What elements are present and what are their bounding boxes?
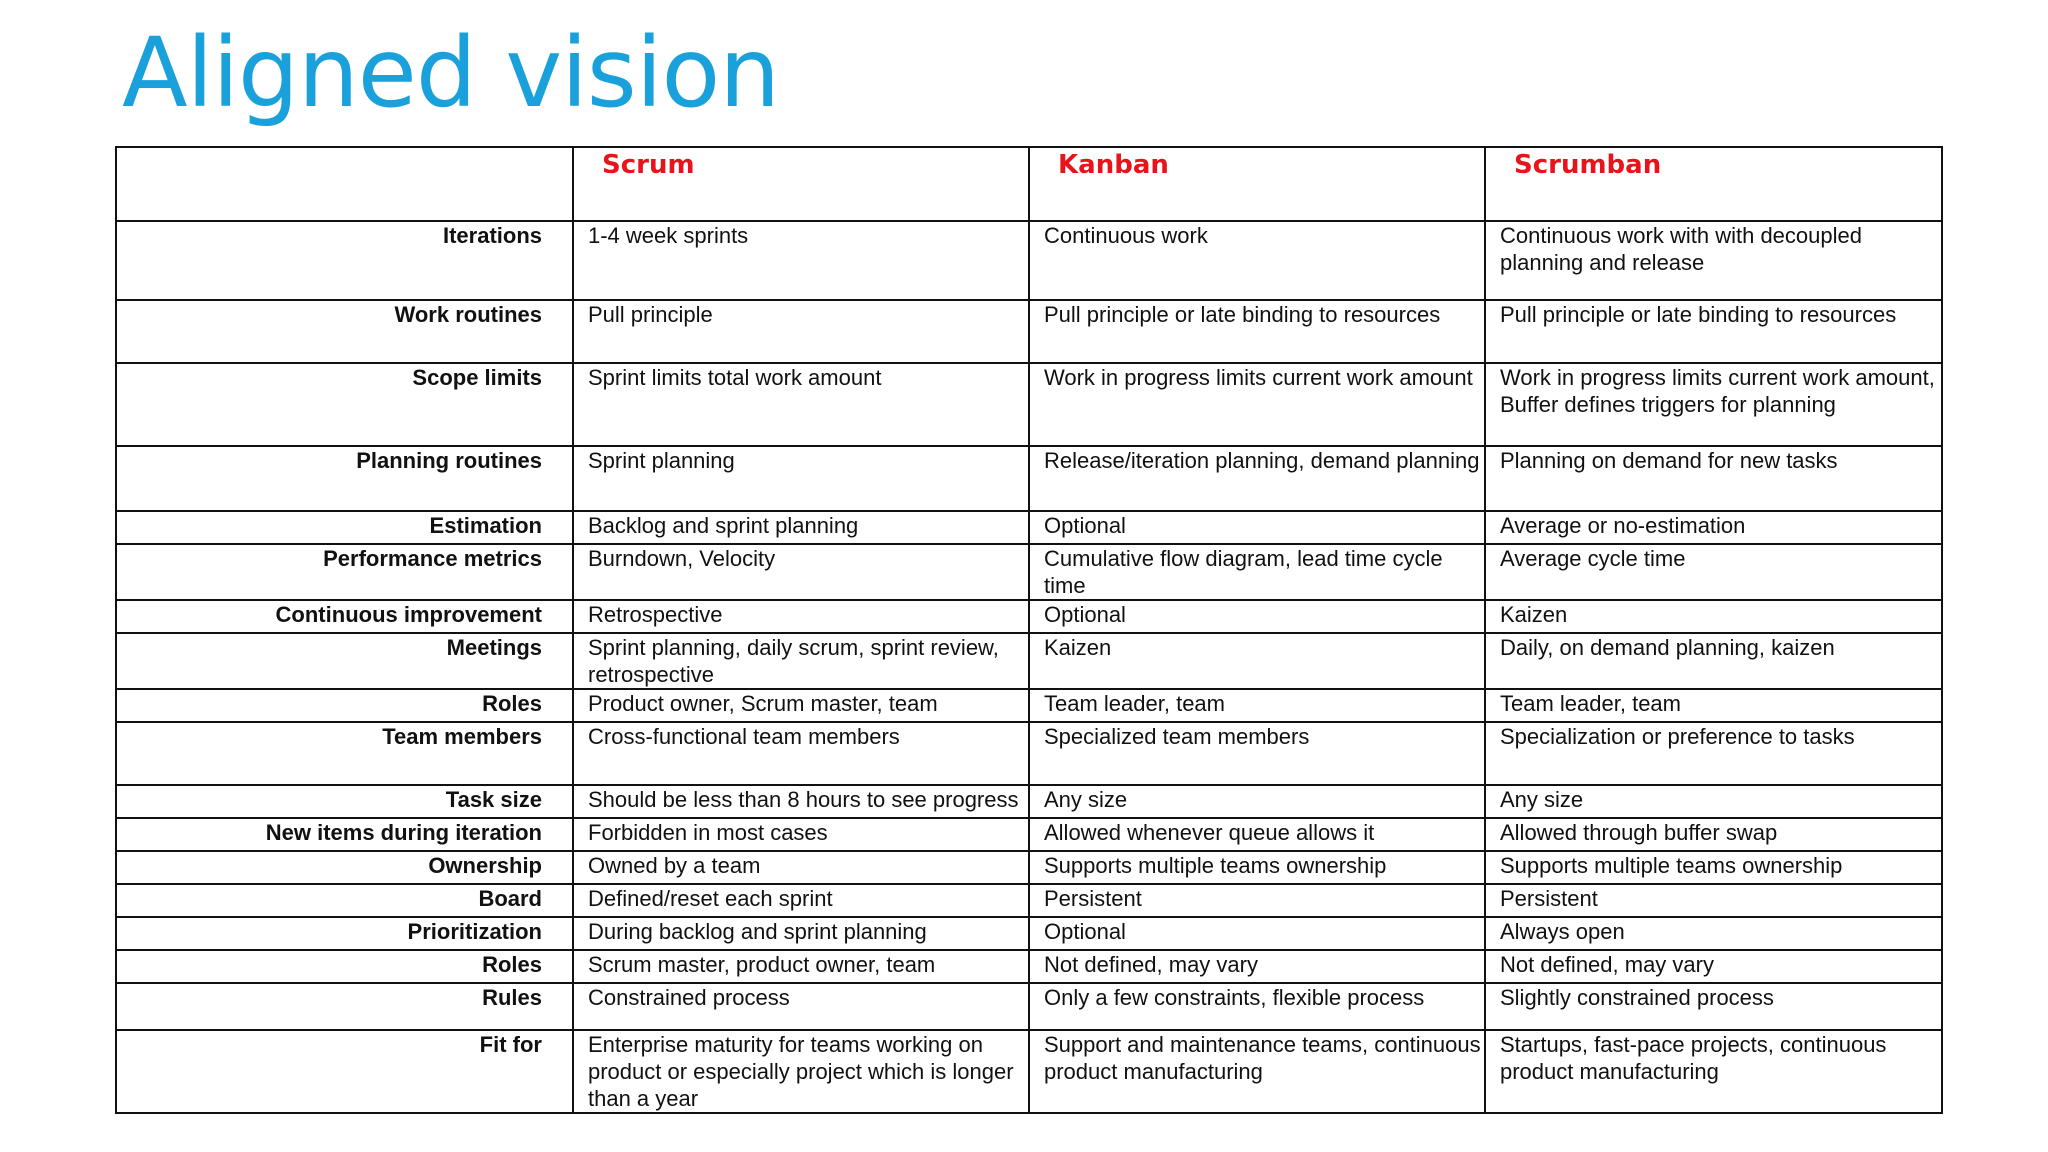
cell-kanban: Optional — [1029, 600, 1485, 633]
cell-scrum: Cross-functional team members — [573, 722, 1029, 785]
table-row — [116, 917, 1942, 950]
table-row — [116, 300, 1942, 363]
cell-scrumban: Average cycle time — [1485, 544, 1942, 600]
column-header-scrum: Scrum — [573, 147, 1029, 221]
table-row — [116, 818, 1942, 851]
cell-scrum: Burndown, Velocity — [573, 544, 1029, 600]
cell-scrum: Sprint limits total work amount — [573, 363, 1029, 446]
cell-scrum: Enterprise maturity for teams working on product or especially project which is longer than a year — [573, 1030, 1029, 1113]
table-row — [116, 600, 1942, 633]
row-label: Roles — [116, 689, 573, 722]
cell-scrum: Sprint planning — [573, 446, 1029, 511]
cell-scrumban: Continuous work with with decoupled planning and release — [1485, 221, 1942, 300]
cell-scrumban: Planning on demand for new tasks — [1485, 446, 1942, 511]
cell-kanban: Kaizen — [1029, 633, 1485, 689]
row-label: Performance metrics — [116, 544, 573, 600]
cell-scrumban: Persistent — [1485, 884, 1942, 917]
row-label: Fit for — [116, 1030, 573, 1113]
row-label: Ownership — [116, 851, 573, 884]
row-label: Iterations — [116, 221, 573, 300]
cell-scrumban: Specialization or preference to tasks — [1485, 722, 1942, 785]
cell-scrum: Constrained process — [573, 983, 1029, 1030]
cell-scrumban: Average or no-estimation — [1485, 511, 1942, 544]
cell-kanban: Supports multiple teams ownership — [1029, 851, 1485, 884]
page-title: Aligned vision — [122, 17, 780, 129]
cell-kanban: Specialized team members — [1029, 722, 1485, 785]
row-label: Rules — [116, 983, 573, 1030]
table-row — [116, 1030, 1942, 1113]
cell-scrum: During backlog and sprint planning — [573, 917, 1029, 950]
cell-scrum: Pull principle — [573, 300, 1029, 363]
cell-scrumban: Any size — [1485, 785, 1942, 818]
table-row — [116, 983, 1942, 1030]
cell-scrum: Backlog and sprint planning — [573, 511, 1029, 544]
row-label: Estimation — [116, 511, 573, 544]
row-label: Scope limits — [116, 363, 573, 446]
table-row — [116, 851, 1942, 884]
cell-scrum: Owned by a team — [573, 851, 1029, 884]
cell-kanban: Optional — [1029, 511, 1485, 544]
row-label: Prioritization — [116, 917, 573, 950]
cell-scrum: Should be less than 8 hours to see progress — [573, 785, 1029, 818]
cell-scrumban: Supports multiple teams ownership — [1485, 851, 1942, 884]
cell-kanban: Work in progress limits current work amount — [1029, 363, 1485, 446]
row-label: Task size — [116, 785, 573, 818]
cell-scrum: Forbidden in most cases — [573, 818, 1029, 851]
cell-kanban: Continuous work — [1029, 221, 1485, 300]
column-header-scrumban: Scrumban — [1485, 147, 1942, 221]
cell-scrumban: Daily, on demand planning, kaizen — [1485, 633, 1942, 689]
table-row — [116, 511, 1942, 544]
cell-scrum: 1-4 week sprints — [573, 221, 1029, 300]
row-label: Board — [116, 884, 573, 917]
cell-kanban: Optional — [1029, 917, 1485, 950]
table-row — [116, 221, 1942, 300]
cell-kanban: Only a few constraints, flexible process — [1029, 983, 1485, 1030]
table-row — [116, 363, 1942, 446]
row-label: Meetings — [116, 633, 573, 689]
cell-kanban: Pull principle or late binding to resources — [1029, 300, 1485, 363]
cell-kanban: Team leader, team — [1029, 689, 1485, 722]
row-label: Planning routines — [116, 446, 573, 511]
cell-scrumban: Kaizen — [1485, 600, 1942, 633]
cell-scrumban: Team leader, team — [1485, 689, 1942, 722]
cell-scrumban: Startups, fast-pace projects, continuous product manufacturing — [1485, 1030, 1942, 1113]
table-row — [116, 633, 1942, 689]
cell-scrum: Defined/reset each sprint — [573, 884, 1029, 917]
cell-scrumban: Pull principle or late binding to resources — [1485, 300, 1942, 363]
cell-scrumban: Work in progress limits current work amount, Buffer defines triggers for planning — [1485, 363, 1942, 446]
cell-scrumban: Allowed through buffer swap — [1485, 818, 1942, 851]
table-row — [116, 689, 1942, 722]
cell-scrum: Scrum master, product owner, team — [573, 950, 1029, 983]
row-label: Team members — [116, 722, 573, 785]
row-label: Work routines — [116, 300, 573, 363]
row-label: Continuous improvement — [116, 600, 573, 633]
table-row — [116, 950, 1942, 983]
table-row — [116, 785, 1942, 818]
column-header-kanban: Kanban — [1029, 147, 1485, 221]
row-label: New items during iteration — [116, 818, 573, 851]
cell-kanban: Persistent — [1029, 884, 1485, 917]
cell-kanban: Support and maintenance teams, continuous product manufacturing — [1029, 1030, 1485, 1113]
table-row — [116, 722, 1942, 785]
cell-kanban: Not defined, may vary — [1029, 950, 1485, 983]
cell-scrum: Sprint planning, daily scrum, sprint review, retrospective — [573, 633, 1029, 689]
cell-kanban: Allowed whenever queue allows it — [1029, 818, 1485, 851]
cell-scrumban: Always open — [1485, 917, 1942, 950]
row-label: Roles — [116, 950, 573, 983]
comparison-table — [115, 146, 1943, 1114]
cell-scrumban: Not defined, may vary — [1485, 950, 1942, 983]
table-row — [116, 544, 1942, 600]
cell-kanban: Cumulative flow diagram, lead time cycle time — [1029, 544, 1485, 600]
table-row — [116, 446, 1942, 511]
cell-scrumban: Slightly constrained process — [1485, 983, 1942, 1030]
table-row — [116, 884, 1942, 917]
cell-kanban: Release/iteration planning, demand planning — [1029, 446, 1485, 511]
cell-kanban: Any size — [1029, 785, 1485, 818]
cell-scrum: Product owner, Scrum master, team — [573, 689, 1029, 722]
corner-cell — [116, 147, 573, 221]
table-header-row — [116, 147, 1942, 221]
cell-scrum: Retrospective — [573, 600, 1029, 633]
